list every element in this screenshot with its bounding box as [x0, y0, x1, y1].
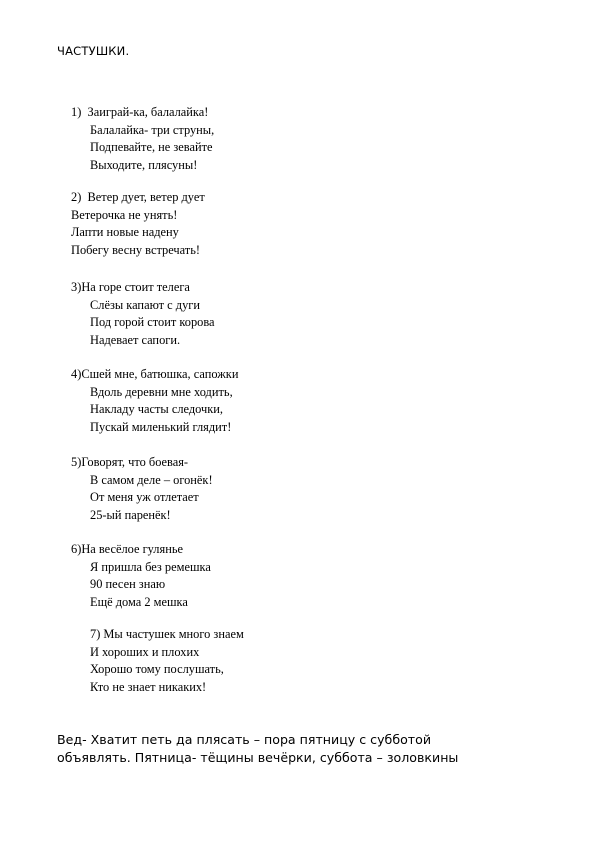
verse-line: Кто не знает никаких! — [90, 679, 207, 694]
verse-5 — [71, 454, 213, 524]
verse-line: 1) Заиграй-ка, балалайка! — [71, 105, 209, 119]
verse-line: 4)Сшей мне, батюшка, сапожки — [71, 367, 239, 381]
narration-line: объявлять. Пятница- тёщины вечёрки, суббота – золовкины — [57, 750, 459, 765]
verse-line: 2) Ветер дует, ветер дует — [71, 190, 205, 204]
verse-3 — [71, 279, 215, 349]
verse-line: Слёзы капают с дуги — [90, 297, 200, 312]
verse-line: 7) Мы частушек много знаем — [90, 627, 244, 641]
verse-line: И хороших и плохих — [90, 644, 200, 659]
verse-line: Надевает сапоги. — [90, 332, 181, 347]
verse-line: Пускай миленький глядит! — [90, 419, 232, 434]
verse-line: 3)На горе стоит телега — [71, 280, 190, 294]
verse-line: Хорошо тому послушать, — [90, 662, 224, 676]
verse-line: Выходите, плясуны! — [90, 157, 198, 172]
verse-line: Вдоль деревни мне ходить, — [90, 384, 233, 399]
verse-line: Побегу весну встречать! — [71, 242, 201, 257]
verse-line: Накладу часты следочки, — [90, 402, 223, 416]
verse-line: От меня уж отлетает — [90, 490, 199, 504]
verse-line: 5)Говорят, что боевая- — [71, 455, 189, 469]
verse-line: Ветерочка не унять! — [71, 207, 178, 222]
verse-line: Лапти новые надену — [71, 225, 179, 239]
verse-line: Балалайка- три струны, — [90, 122, 215, 137]
verse-2 — [71, 189, 205, 259]
narration-line: Вед- Хватит петь да плясать – пора пятницу с субботой — [57, 732, 432, 747]
document-title: ЧАСТУШКИ. — [57, 44, 130, 58]
verse-line: В самом деле – огонёк! — [90, 472, 213, 487]
verse-line: 25-ый паренёк! — [90, 507, 171, 522]
verse-line: Подпевайте, не зевайте — [90, 140, 213, 154]
verse-4 — [71, 366, 238, 436]
verse-1 — [71, 104, 214, 174]
verse-line: 90 песен знаю — [90, 577, 166, 591]
verse-line: Под горой стоит корова — [90, 315, 215, 329]
verse-line: 6)На весёлое гулянье — [71, 542, 183, 556]
verse-line: Я пришла без ремешка — [90, 559, 211, 574]
verse-6 — [71, 541, 211, 611]
verse-line: Ещё дома 2 мешка — [90, 594, 188, 609]
verse-7 — [90, 626, 244, 696]
host-narration — [57, 731, 577, 767]
